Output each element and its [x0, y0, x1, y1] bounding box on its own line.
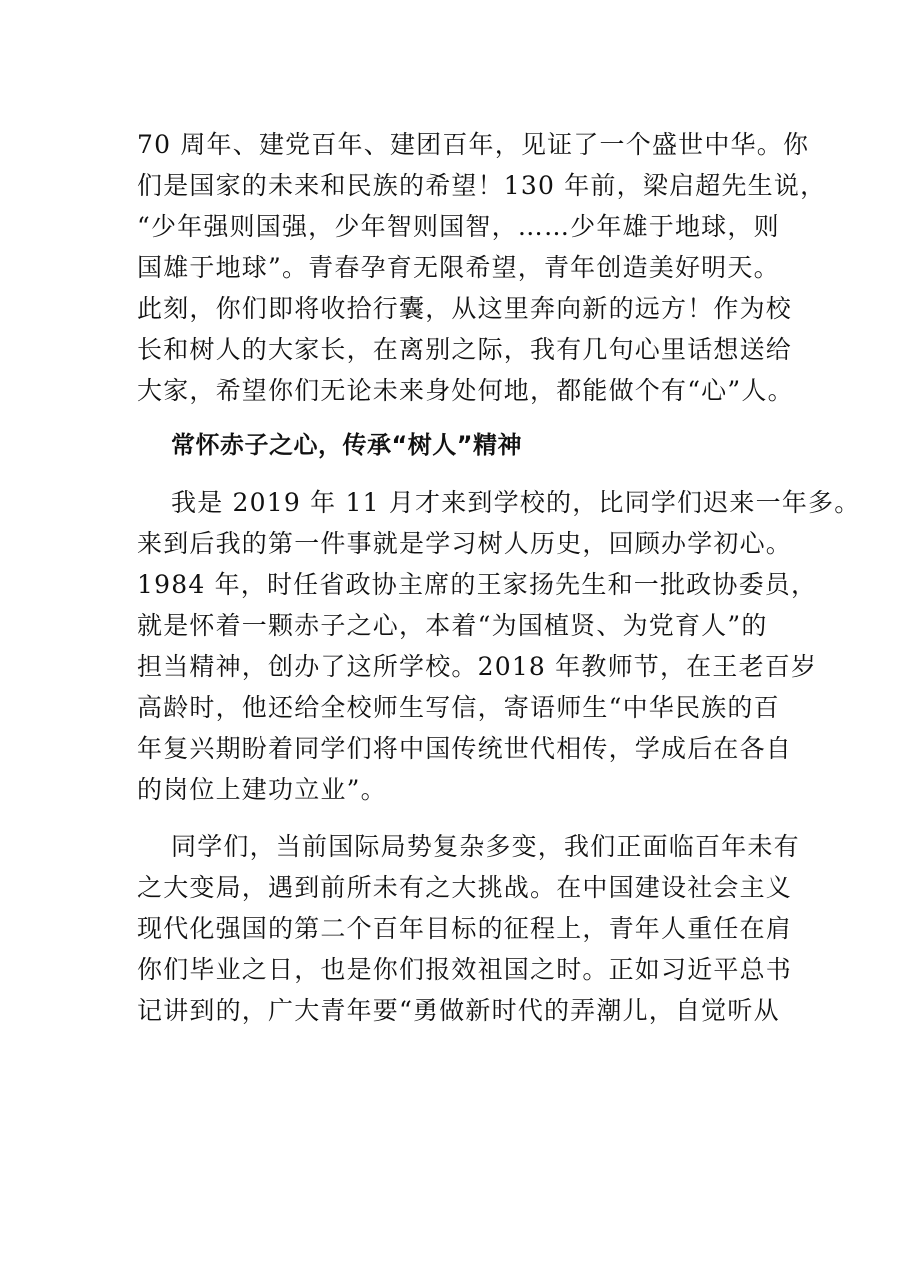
text-line: 担当精神，创办了这所学校。2018 年教师节，在王老百岁: [137, 652, 818, 681]
text-line: 的岗位上建功立业”。: [137, 775, 387, 804]
text-line: 此刻，你们即将收拾行囊，从这里奔向新的远方！作为校: [137, 294, 793, 323]
text-line: 长和树人的大家长，在离别之际，我有几句心里话想送给: [137, 335, 793, 364]
text-line: 记讲到的，广大青年要“勇做新时代的弄潮儿，自觉听从: [137, 996, 780, 1025]
text-line: 大家，希望你们无论未来身处何地，都能做个有“心”人。: [137, 376, 794, 405]
text-line: 70 周年、建党百年、建团百年，见证了一个盛世中华。你: [137, 130, 810, 159]
text-line: 现代化强国的第二个百年目标的征程上，青年人重任在肩: [137, 914, 793, 943]
text-line: 同学们，当前国际局势复杂多变，我们正面临百年未有: [171, 832, 800, 861]
text-line: 你们毕业之日，也是你们报效祖国之时。正如习近平总书: [137, 955, 793, 984]
section-heading: 常怀赤子之心，传承“树人”精神: [171, 431, 523, 459]
text-line: 们是国家的未来和民族的希望！130 年前，梁启超先生说，: [137, 171, 827, 200]
text-line: 来到后我的第一件事就是学习树人历史，回顾办学初心。: [137, 529, 793, 558]
text-line: 高龄时，他还给全校师生写信，寄语师生“中华民族的百: [137, 693, 780, 722]
paragraph-2: [137, 482, 861, 810]
text-line: 我是 2019 年 11 月才来到学校的，比同学们迟来一年多。: [171, 488, 861, 517]
document-body: [137, 124, 861, 1031]
text-line: 国雄于地球”。青春孕育无限希望，青年创造美好明天。: [137, 253, 780, 282]
text-line: 之大变局，遇到前所未有之大挑战。在中国建设社会主义: [137, 873, 793, 902]
text-line: “少年强则国强，少年智则国智，……少年雄于地球，则: [137, 212, 780, 241]
text-line: 就是怀着一颗赤子之心，本着“为国植贤、为党育人”的: [137, 611, 768, 640]
paragraph-3: [137, 826, 800, 1031]
paragraph-1: [137, 124, 827, 411]
text-line: 1984 年，时任省政协主席的王家扬先生和一批政协委员，: [137, 570, 818, 599]
text-line: 年复兴期盼着同学们将中国传统世代相传，学成后在各自: [137, 734, 793, 763]
